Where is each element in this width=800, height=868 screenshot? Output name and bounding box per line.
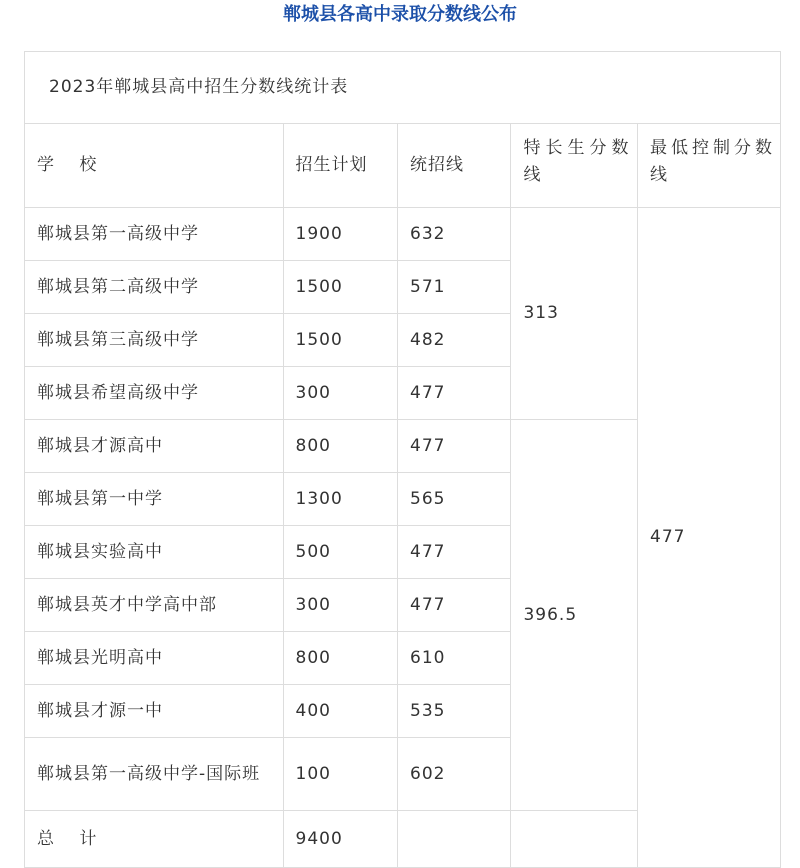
header-special: 特长生分数线: [511, 124, 638, 208]
cell-total-plan: 9400: [283, 811, 398, 868]
table-caption: 2023年郸城县高中招生分数线统计表: [25, 52, 781, 124]
cell-plan: 300: [283, 367, 398, 420]
cell-plan: 1300: [283, 473, 398, 526]
cell-special-group-1: 313: [511, 208, 638, 420]
cell-min-line: 477: [638, 208, 781, 868]
table-caption-row: [25, 52, 781, 124]
header-school: 学 校: [25, 124, 284, 208]
cell-line: 632: [398, 208, 511, 261]
cell-line: 610: [398, 632, 511, 685]
score-table-container: [24, 51, 781, 868]
cell-line: 565: [398, 473, 511, 526]
cell-school: 郸城县第二高级中学: [25, 261, 284, 314]
cell-plan: 1500: [283, 261, 398, 314]
header-min: 最低控制分数线: [638, 124, 781, 208]
cell-school: 郸城县才源一中: [25, 685, 284, 738]
score-table: [24, 51, 781, 868]
cell-line: 602: [398, 738, 511, 811]
table-header-row: [25, 124, 781, 208]
header-line: 统招线: [398, 124, 511, 208]
cell-special-group-2: 396.5: [511, 420, 638, 811]
cell-line: 535: [398, 685, 511, 738]
cell-plan: 1500: [283, 314, 398, 367]
cell-plan: 100: [283, 738, 398, 811]
header-plan: 招生计划: [283, 124, 398, 208]
cell-plan: 500: [283, 526, 398, 579]
cell-plan: 1900: [283, 208, 398, 261]
table-row: [25, 208, 781, 261]
cell-plan: 400: [283, 685, 398, 738]
cell-line: 482: [398, 314, 511, 367]
cell-school: 郸城县第一高级中学-国际班: [25, 738, 284, 811]
page-title: 郸城县各高中录取分数线公布: [283, 4, 517, 25]
cell-school: 郸城县英才中学高中部: [25, 579, 284, 632]
cell-line: 477: [398, 420, 511, 473]
cell-school: 郸城县第一中学: [25, 473, 284, 526]
cell-line: 477: [398, 526, 511, 579]
cell-plan: 800: [283, 632, 398, 685]
cell-school: 郸城县第三高级中学: [25, 314, 284, 367]
cell-school: 郸城县希望高级中学: [25, 367, 284, 420]
cell-school: 郸城县才源高中: [25, 420, 284, 473]
cell-total-line: [398, 811, 511, 868]
cell-school: 郸城县第一高级中学: [25, 208, 284, 261]
cell-plan: 300: [283, 579, 398, 632]
cell-school: 郸城县实验高中: [25, 526, 284, 579]
cell-line: 477: [398, 367, 511, 420]
cell-total-label: 总 计: [25, 811, 284, 868]
cell-line: 571: [398, 261, 511, 314]
cell-plan: 800: [283, 420, 398, 473]
cell-line: 477: [398, 579, 511, 632]
cell-total-special: [511, 811, 638, 868]
cell-school: 郸城县光明高中: [25, 632, 284, 685]
